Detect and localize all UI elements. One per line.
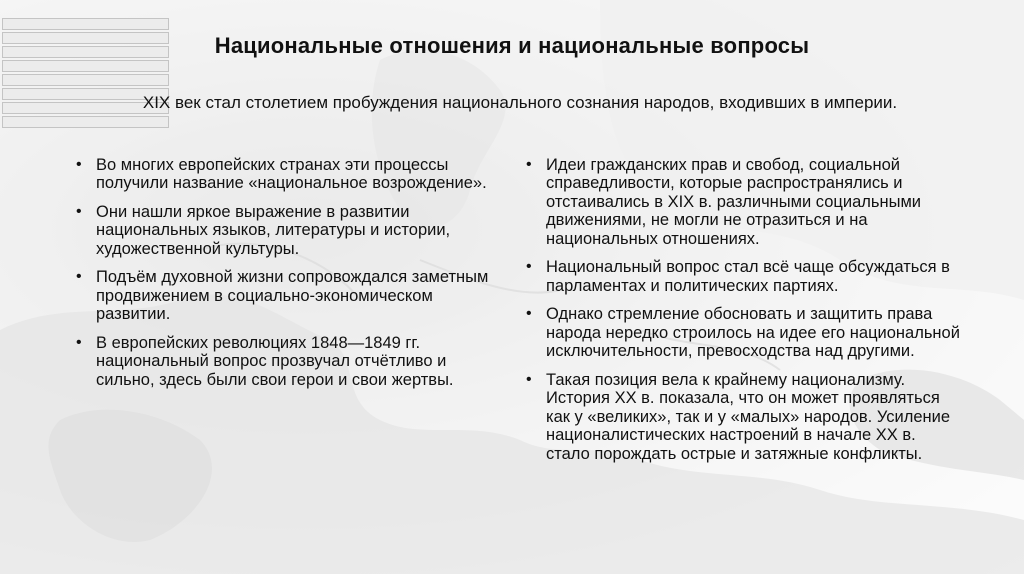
legend-swatch	[2, 116, 169, 128]
bullet-icon: •	[76, 268, 82, 286]
left-column	[72, 156, 492, 399]
list-item: • Идеи гражданских прав и свобод, социальной справедливости, которые распространялись и отстаивались в XIX в. различными социальными движениями, не могли не отразиться и на национальных отношениях.	[526, 156, 922, 248]
list-item: • Такая позиция вела к крайнему национализму. История XX в. показала, что он может проявляться как у «великих», так и у «малых» народов. Усиление националистических настроений в начале XX в. стало порождать острые и затяжные конфликты.	[526, 370, 951, 463]
right-column	[522, 156, 962, 473]
list-item: • Во многих европейских странах эти процессы получили название «национальное возрождение».	[76, 156, 487, 193]
legend-swatch	[2, 60, 169, 72]
list-item: • Они нашли яркое выражение в развитии национальных языков, литературы и истории, художественной культуры.	[76, 202, 451, 258]
bullet-icon: •	[76, 333, 82, 351]
list-item: • Однако стремление обосновать и защитить права народа нередко строилось на идее его национальной исключительности, превосходства над другими.	[526, 305, 960, 361]
legend-swatch	[2, 74, 169, 86]
bullet-icon: •	[526, 370, 532, 388]
list-item: • Национальный вопрос стал всё чаще обсуждаться в парламентах и политических партиях.	[526, 258, 950, 295]
bullet-icon: •	[526, 258, 532, 276]
slide-subtitle: XIX век стал столетием пробуждения национального сознания народов, входивших в империи.	[142, 93, 898, 112]
slide-title: Национальные отношения и национальные вопросы	[214, 33, 810, 58]
legend-swatch	[2, 18, 169, 30]
bullet-icon: •	[526, 156, 532, 173]
bullet-icon: •	[76, 202, 82, 220]
list-item: • Подъём духовной жизни сопровождался заметным продвижением в социально-экономическом развитии.	[76, 268, 489, 324]
bullet-icon: •	[76, 156, 82, 173]
list-item: • В европейских революциях 1848—1849 гг. национальный вопрос прозвучал отчётливо и сильно, здесь были свои герои и свои жертвы.	[76, 333, 454, 389]
bullet-icon: •	[526, 305, 532, 323]
